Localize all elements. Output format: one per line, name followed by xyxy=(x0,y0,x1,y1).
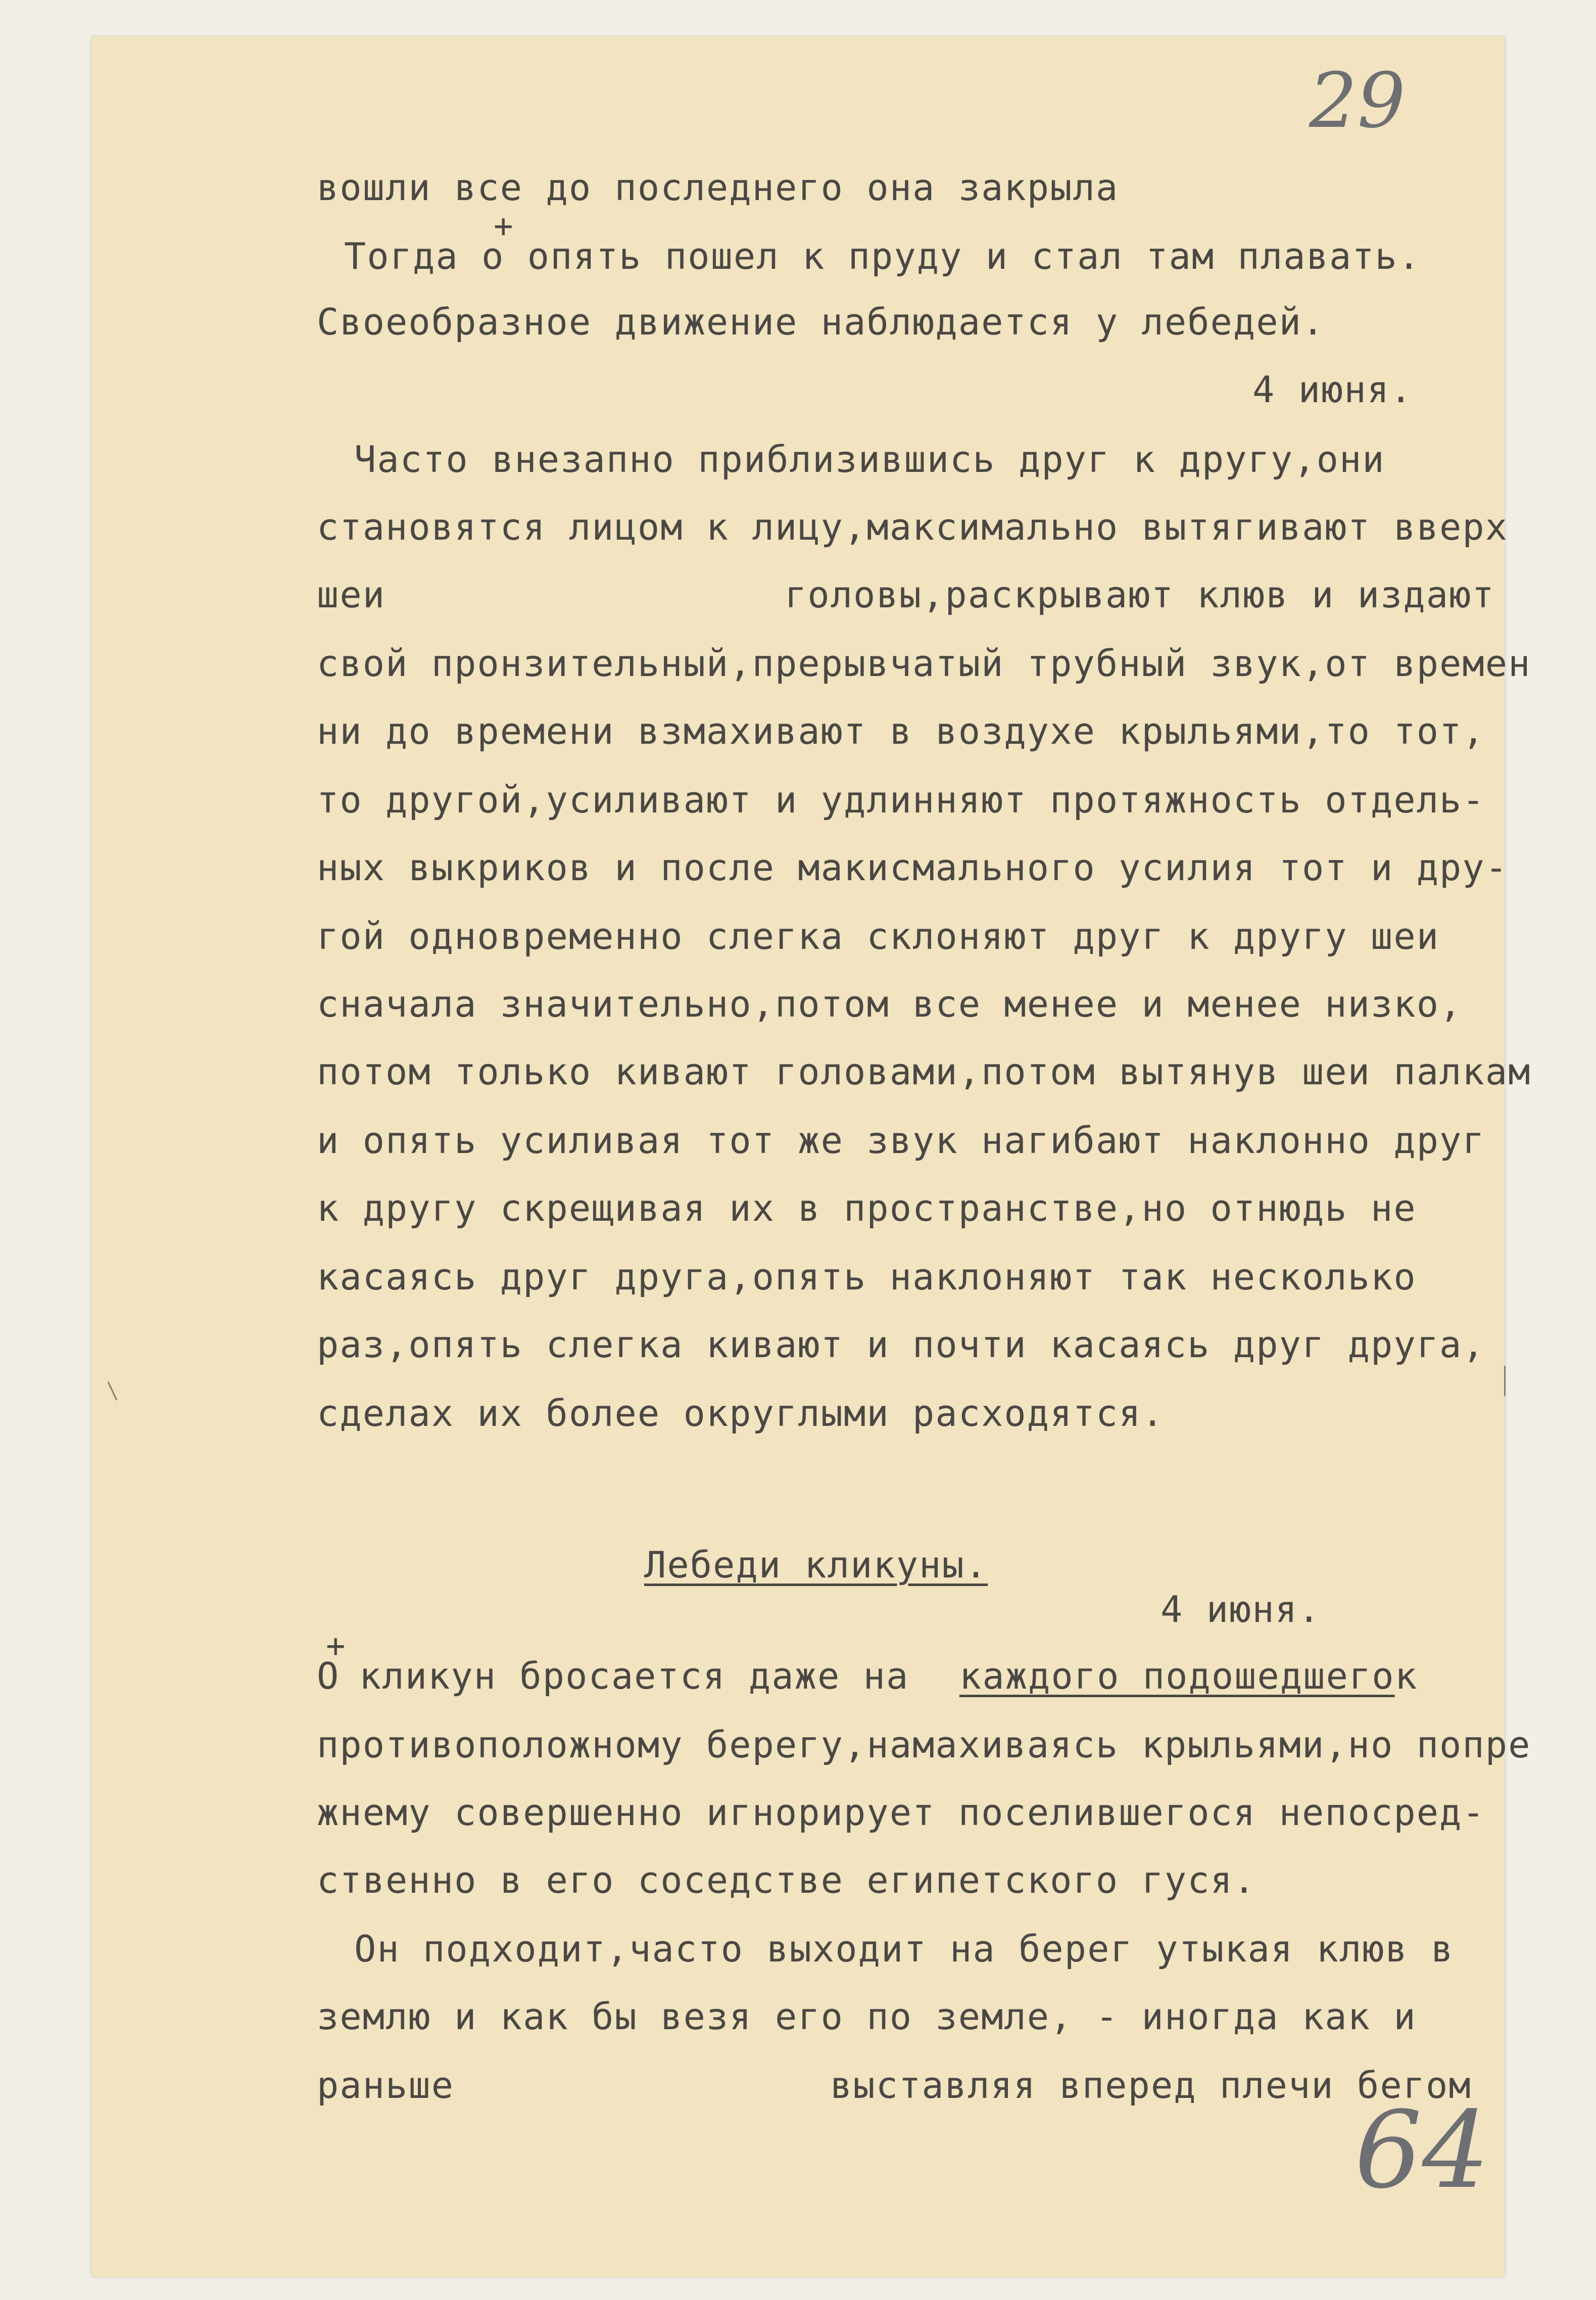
typed-line-18: раз,опять слегка кивают и почти касаясь друг друга, xyxy=(317,1323,1485,1366)
typed-line-3: Своеобразное движение наблюдается у лебедей. xyxy=(317,301,1325,343)
insertion-cross-mark: + xyxy=(494,208,513,245)
typed-line-22-a: кликун бросается даже на xyxy=(359,1655,909,1697)
typed-line-15: и опять усиливая тот же звук нагибают наклонно друг xyxy=(317,1119,1485,1162)
typed-line-8: свой пронзительный,прерывчатый трубный звук,от времен xyxy=(317,642,1531,685)
typed-line-22-underlined: каждого подошедшего xyxy=(959,1655,1395,1697)
typed-line-13: сначала значительно,потом все менее и менее низко, xyxy=(317,983,1463,1025)
typed-line-19: сделах их более округлыми расходятся. xyxy=(317,1392,1165,1434)
typed-line-10: то другой,усиливают и удлинняют протяжность отдель- xyxy=(317,779,1485,821)
typed-line-11: ных выкриков и после макисмального усилия тот и дру- xyxy=(317,846,1509,889)
typed-line-7b: головы,раскрывают клюв и издают xyxy=(785,573,1495,616)
section-heading: Лебеди кликуны. xyxy=(644,1544,988,1586)
typed-line-28a: раньше xyxy=(317,2064,455,2106)
typed-line-5: Часто внезапно приблизившись друг к другу,они xyxy=(354,438,1385,481)
typed-line-26: Он подходит,часто выходит на берег утыкая клюв в xyxy=(354,1928,1454,1970)
typed-line-14: потом только кивают головами,потом вытянув шеи палкам xyxy=(317,1050,1531,1093)
section-date: 4 июня. xyxy=(1160,1588,1321,1631)
margin-mark xyxy=(108,1381,118,1401)
insertion-cross-mark-2: + xyxy=(326,1627,346,1665)
typed-line-25: ственно в его соседстве египетского гуся. xyxy=(317,1859,1256,1901)
archival-typescript-page xyxy=(91,37,1531,2277)
typed-line-6: становятся лицом к лицу,максимально вытягивают вверх xyxy=(317,506,1509,548)
sheet-number: 64 xyxy=(1355,2088,1490,2212)
typed-line-16: к другу скрещивая их в пространстве,но отнюдь не xyxy=(317,1187,1417,1229)
typed-line-22-end: к xyxy=(1395,1655,1418,1697)
typed-line-9: ни до времени взмахивают в воздухе крыльями,то тот, xyxy=(317,710,1485,752)
typed-line-22-start: О xyxy=(317,1655,340,1697)
margin-mark-right xyxy=(1504,1366,1506,1396)
typed-line-28b: выставляя вперед плечи бегом xyxy=(830,2064,1472,2106)
folio-number: 29 xyxy=(1309,57,1406,145)
typed-line-27: землю и как бы везя его по земле, - иногда как и xyxy=(317,1995,1417,2038)
typed-line-1: вошли все до последнего она закрыла xyxy=(317,166,1119,209)
typed-line-17: касаясь друг друга,опять наклоняют так несколько xyxy=(317,1256,1417,1298)
date-line: 4 июня. xyxy=(1252,368,1413,411)
typed-line-12: гой одновременно слегка склоняют друг к другу шеи xyxy=(317,915,1440,957)
typed-line-7a: шеи xyxy=(317,573,386,616)
typed-line-2: Тогда о опять пошел к пруду и стал там плавать. xyxy=(344,235,1421,277)
typed-line-24: жнему совершенно игнорирует поселившегося непосред- xyxy=(317,1791,1485,1834)
typed-line-23: противоположному берегу,намахиваясь крыльями,но попре xyxy=(317,1723,1531,1766)
